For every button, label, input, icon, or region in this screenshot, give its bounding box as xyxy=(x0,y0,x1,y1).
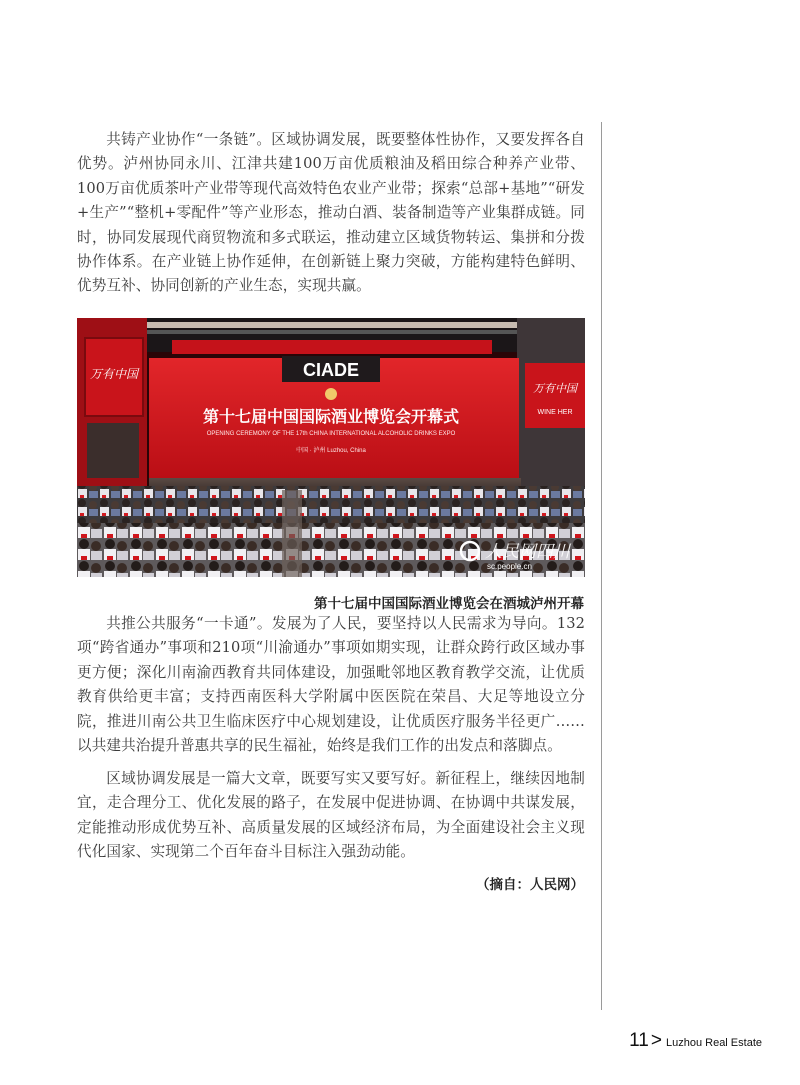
expo-photo xyxy=(77,318,585,577)
screen-location: 中国 · 泸州 Luzhou, China xyxy=(296,448,366,454)
page-number: 11 xyxy=(629,1030,649,1051)
screen-subtitle: OPENING CEREMONY OF THE 17th CHINA INTERNATIONAL ALCOHOLIC DRINKS EXPO xyxy=(206,431,456,437)
center-aisle xyxy=(282,490,302,577)
watermark-url: sc.people.cn xyxy=(487,562,532,571)
right-sign-english: WINE HER xyxy=(537,409,573,416)
paragraph-conclusion: 区域协调发展是一篇大文章，既要写实又要写好。新征程上，继续因地制宜，走合理分工、优化发展的路子，在发展中促进协调、在协调中共谋发展，定能推动形成优势互补、高质量发展的区域经济布局，为全面建设社会主义现代化国家、实现第二个百年奋斗目标注入强劲动能。 xyxy=(77,770,585,861)
truss xyxy=(147,330,517,334)
page-footer xyxy=(629,1030,762,1052)
page-arrow: > xyxy=(650,1030,662,1051)
right-sign-text: 万有中国 xyxy=(533,382,577,395)
watermark-text: 人民网四川 xyxy=(485,542,570,562)
right-sign xyxy=(525,363,585,428)
left-door xyxy=(87,423,139,478)
screen-logo: CIADE xyxy=(302,360,360,380)
article-source: （摘自：人民网） xyxy=(476,877,584,893)
column-divider xyxy=(601,122,602,1010)
screen-emblem xyxy=(325,388,337,400)
upper-red-band xyxy=(172,340,492,354)
left-sign-text: 万有中国 xyxy=(89,367,139,381)
screen-title: 第十七届中国国际酒业博览会开幕式 xyxy=(202,407,460,426)
paragraph-industry-chain: 共铸产业协作“一条链”。区域协调发展，既要整体性协作，又要发挥各自优势。泸州协同永川、江津共建100万亩优质粮油及稻田综合种养产业带、100万亩优质茶叶产业带等现代高效特色农业产业带；探索“总部+基地”“研发+生产”“整机+零配件”等产业形态，推动白酒、装备制造等产业集群成链。同时，协同发展现代商贸物流和多式联运，推动建立区域货物转运、集拼和分拨协作体系。在产业链上协作延伸，在创新链上聚力突破，方能构建特色鲜明、优势互补、协同创新的产业生态，实现共赢。 xyxy=(77,131,585,295)
paragraph-public-services: 共推公共服务“一卡通”。发展为了人民，要坚持以人民需求为导向。132项“跨省通办”事项和210项“川渝通办”事项如期实现，让群众跨行政区域办事更方便；深化川南渝西教育共同体建设，加强毗邻地区教育教学交流，让优质教育供给更丰富；支持西南医科大学附属中医医院在荣昌、大足等地设立分院，推进川南公共卫生临床医疗中心规划建设，让优质医疗服务半径更广……以共建共治提升普惠共享的民生福祉，始终是我们工作的出发点和落脚点。 xyxy=(77,615,585,755)
publication-name: Luzhou Real Estate xyxy=(665,1037,762,1049)
light-bar xyxy=(117,322,547,328)
photo-caption: 第十七届中国国际酒业博览会在酒城泸州开幕 xyxy=(314,596,584,612)
crowd-back xyxy=(77,486,585,526)
